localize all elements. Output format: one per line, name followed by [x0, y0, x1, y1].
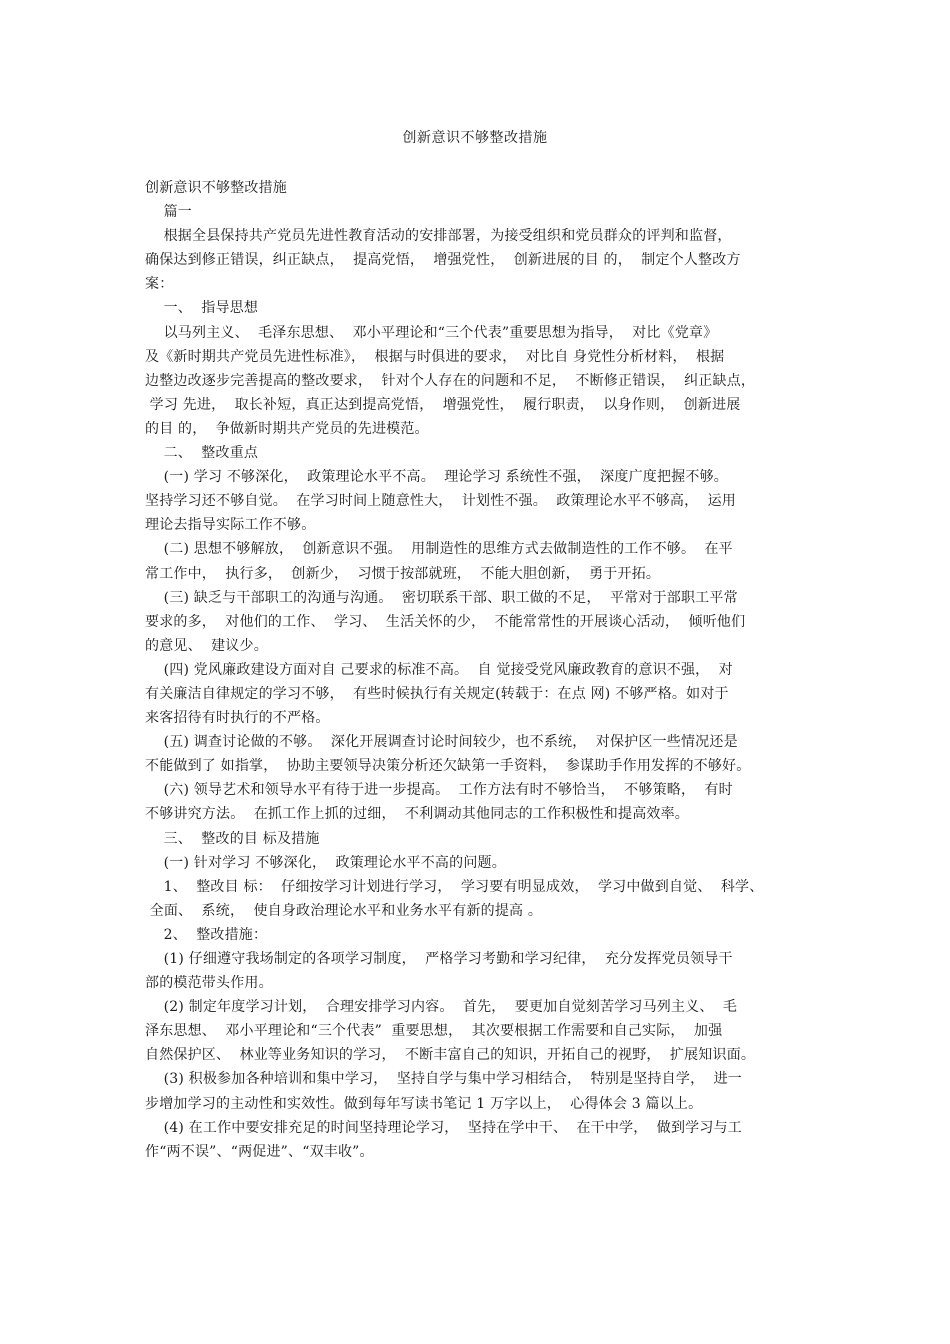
text-line: 三、 整改的目 标及措施 — [145, 830, 320, 847]
text-line: 边整边改逐步完善提高的整改要求， 针对个人存在的问题和不足， 不断修正错误， 纠正缺点， — [145, 372, 756, 389]
text-line: (2) 制定年度学习计划， 合理安排学习内容。 首先， 要更加自觉刻苦学习马列主义、 毛 — [145, 999, 738, 1016]
text-line: 案： — [145, 276, 174, 293]
text-line: 全面、 系统， 使自身政治理论水平和业务水平有新的提高 。 — [145, 902, 543, 919]
text-line: 理论去指导实际工作不够。 — [145, 517, 316, 534]
text-line: 的目 的， 争做新时期共产党员的先进模范。 — [145, 420, 429, 437]
text-line: 不能做到了 如指掌， 协助主要领导决策分析还欠缺第一手资料， 参谋助手作用发挥的不够好。 — [145, 758, 751, 775]
text-line: 一、 指导思想 — [145, 300, 259, 317]
text-line: 坚持学习还不够自觉。 在学习时间上随意性大， 计划性不强。 政策理论水平不够高， 运用 — [145, 493, 736, 510]
text-line: 来客招待有时执行的不严格。 — [145, 710, 330, 727]
document-body — [145, 176, 825, 1164]
text-line: 及《新时期共产党员先进性标准》， 根据与时俱进的要求， 对比自 身党性分析材料， 根据 — [145, 348, 725, 365]
text-line: (六) 领导艺术和领导水平有待于进一步提高。 工作方法有时不够恰当， 不够策略， 有时 — [145, 782, 733, 799]
text-line: 以马列主义、 毛泽东思想、 邓小平理论和“三个代表”重要思想为指导， 对比《党章》 — [145, 324, 718, 341]
text-line: 泽东思想、 邓小平理论和“三个代表” 重要思想， 其次要根据工作需要和自己实际， 加强 — [145, 1023, 723, 1040]
text-line: 有关廉洁自律规定的学习不够， 有些时候执行有关规定(转载于：在点 网) 不够严格。如对于 — [145, 685, 729, 702]
text-line: 根据全县保持共产党员先进性教育活动的安排部署，为接受组织和党员群众的评判和监督， — [145, 228, 732, 245]
text-line: 要求的多， 对他们的工作、 学习、 生活关怀的少， 不能常常性的开展谈心活动， 倾听他们 — [145, 613, 746, 630]
text-line: 确保达到修正错误，纠正缺点， 提高党悟， 增强党性， 创新进展的目 的， 制定个人整改方 — [145, 252, 741, 269]
text-line: (1) 仔细遵守我场制定的各项学习制度， 严格学习考勤和学习纪律， 充分发挥党员领导干 — [145, 951, 733, 967]
text-line: 篇一 — [145, 204, 193, 221]
text-line: (4) 在工作中要安排充足的时间坚持理论学习， 坚持在学中干、 在干中学， 做到学习与工 — [145, 1119, 742, 1136]
text-line: (四) 党风廉政建设方面对自 己要求的标准不高。 自 觉接受党风廉政教育的意识不强， 对 — [145, 661, 733, 678]
text-line: 部的模范带头作用。 — [145, 975, 273, 992]
text-line: 的意见、 建议少。 — [145, 637, 268, 654]
text-line: 步增加学习的主动性和实效性。做到每年写读书笔记 1 万字以上， 心得体会 3 篇以上。 — [145, 1095, 703, 1112]
document-title: 创新意识不够整改措施 — [402, 130, 548, 146]
text-line: 1、 整改目 标： 仔细按学习计划进行学习， 学习要有明显成效， 学习中做到自觉、 科学、 — [145, 878, 764, 895]
text-line: (五) 调查讨论做的不够。 深化开展调查讨论时间较少，也不系统， 对保护区一些情况还是 — [145, 734, 738, 751]
text-line: (三) 缺乏与干部职工的沟通与沟通。 密切联系干部、职工做的不足， 平常对于部职工平常 — [145, 589, 738, 606]
text-line: (二) 思想不够解放， 创新意识不强。 用制造性的思维方式去做制造性的工作不够。 在平 — [145, 541, 733, 558]
text-line: 二、 整改重点 — [145, 445, 259, 462]
text-line: (一) 针对学习 不够深化， 政策理论水平不高的问题。 — [145, 854, 506, 871]
text-line: 创新意识不够整改措施 — [145, 180, 287, 196]
text-line: 学习 先进， 取长补短，真正达到提高党悟， 增强党性， 履行职责， 以身作则， 创新进展 — [145, 396, 741, 413]
text-line: (3) 积极参加各种培训和集中学习， 坚持自学与集中学习相结合， 特别是坚持自学， 进一 — [145, 1071, 742, 1088]
text-line: 自然保护区、 林业等业务知识的学习， 不断丰富自己的知识，开拓自己的视野， 扩展知识面。 — [145, 1047, 756, 1064]
text-line: 常工作中， 执行多， 创新少， 习惯于按部就班， 不能大胆创新， 勇于开拓。 — [145, 565, 661, 582]
text-line: (一) 学习 不够深化， 政策理论水平不高。 理论学习 系统性不强， 深度广度把握不够。 — [145, 469, 728, 486]
text-line: 作“两不误”、“两促进”、“双丰收”。 — [145, 1143, 374, 1160]
text-line: 不够讲究方法。 在抓工作上抓的过细， 不利调动其他同志的工作积极性和提高效率。 — [145, 806, 689, 823]
text-line: 2、 整改措施： — [145, 926, 268, 943]
